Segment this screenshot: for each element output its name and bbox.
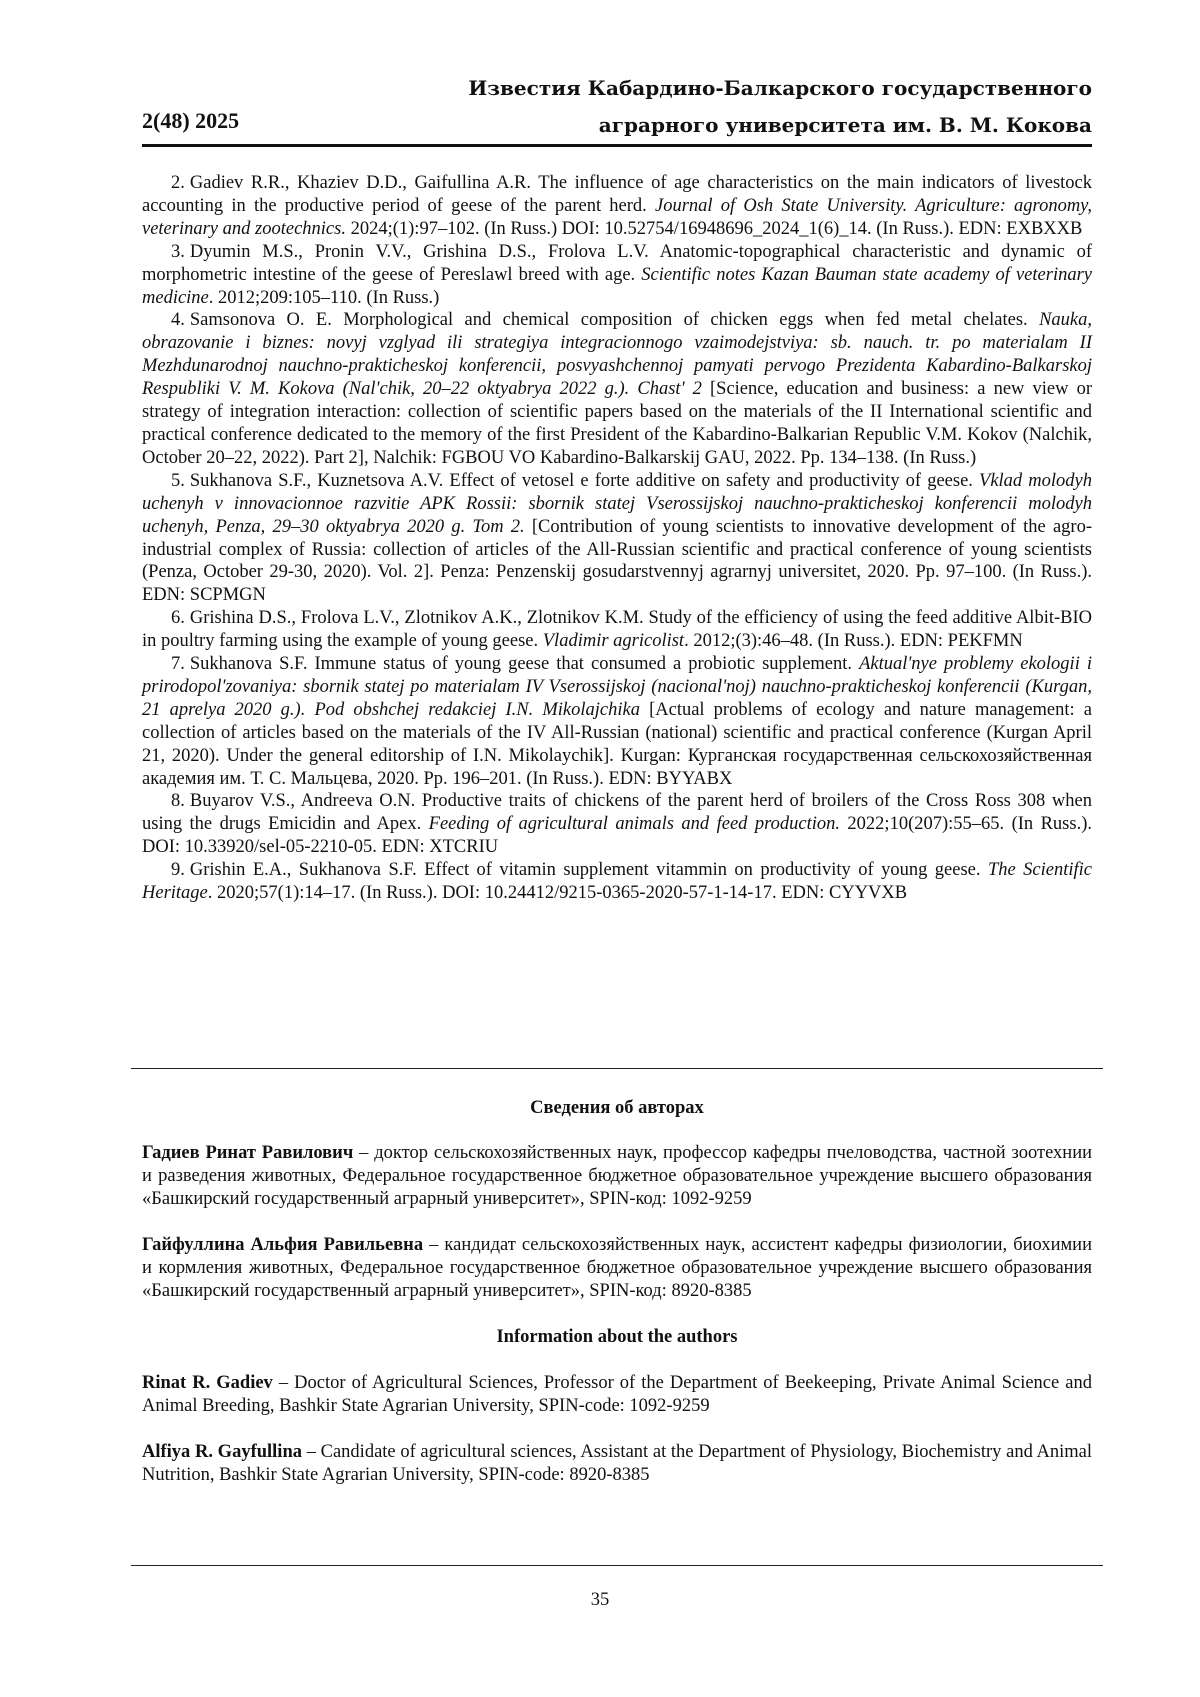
reference-source: Scientific notes Kazan Bauman state academy of veterinary medicine — [142, 265, 1092, 308]
reference-text: Grishin E.A., Sukhanova S.F. Effect of vitamin supplement vitammin on productivity of young geese. — [190, 860, 988, 880]
author-affiliation: – Candidate of agricultural sciences, Assistant at the Department of Physiology, Biochemistry and Animal Nutrition, Bashkir State Agrarian University, SPIN-code: 8920-8385 — [142, 1442, 1092, 1485]
author-en-1 — [142, 1372, 1092, 1418]
reference-item — [142, 607, 1092, 653]
reference-text: Grishina D.S., Frolova L.V., Zlotnikov A.K., Zlotnikov K.M. Study of the efficiency of using the feed additive Albit-BIO in poultry farming using the example of young geese. — [142, 608, 1092, 651]
reference-item — [142, 241, 1092, 310]
reference-text: Buyarov V.S., Andreeva O.N. Productive traits of chickens of the parent herd of broilers of the Cross Ross 308 when using the drugs Emicidin and Apex. — [142, 791, 1092, 834]
reference-text: Dyumin M.S., Pronin V.V., Grishina D.S., Frolova L.V. Anatomic-topographical characteristic and dynamic of morphometric intestine of the geese of Pereslawl breed with age. — [142, 242, 1092, 285]
reference-details: 2022;10(207):55–65. (In Russ.). DOI: 10.33920/sel-05-2210-05. EDN: XTCRIU — [142, 814, 1092, 857]
reference-number: 4. — [171, 310, 185, 330]
reference-number: 9. — [171, 860, 185, 880]
reference-source: Vladimir agricolist — [543, 631, 684, 651]
reference-source: Journal of Osh State University. Agriculture: agronomy, veterinary and zootechnics. — [142, 196, 1092, 239]
reference-number: 3. — [171, 242, 185, 262]
authors-en-title: Information about the authors — [142, 1326, 1092, 1349]
reference-details: 2024;(1):97–102. (In Russ.) DOI: 10.52754/16948696_2024_1(6)_14. (In Russ.). EDN: EXBXXB — [346, 219, 1082, 239]
reference-item — [142, 859, 1092, 905]
reference-details: [Contribution of young scientists to innovative development of the agro-industrial complex of Russia: collection of articles of the All-Russian scientific and practical conference of young scientists (Penza, October 29-30, 2020). Vol. 2]. Penza: Penzenskij gosudarstvennyj agrarnyj universitet, 2020. Pp. 97–100. (In Russ.). EDN: SCPMGN — [142, 517, 1092, 606]
reference-details: [Actual problems of ecology and nature management: a collection of articles based on the materials of the IV All-Russian (national) scientific and practical conference (Kurgan April 21, 2020). Under the general editorship of I.N. Mikolaychik]. Kurgan: Курганская государственная сельскохозяйственная академия им. Т. С. Мальцева, 2020. Pp. 196–201. (In Russ.). EDN: BYYABX — [142, 700, 1092, 789]
author-ru-1 — [142, 1142, 1092, 1211]
reference-number: 6. — [171, 608, 185, 628]
author-name: Alfiya R. Gayfullina — [142, 1442, 302, 1462]
author-ru-2 — [142, 1234, 1092, 1303]
reference-item — [142, 470, 1092, 607]
author-name: Гайфуллина Альфия Равильевна — [142, 1235, 423, 1255]
issue-number: 2(48) 2025 — [142, 108, 239, 134]
journal-title-line-2: аграрного университета им. В. М. Кокова — [468, 107, 1092, 144]
author-name: Rinat R. Gadiev — [142, 1373, 273, 1393]
journal-title — [468, 70, 1092, 144]
author-en-2 — [142, 1441, 1092, 1487]
section-divider-top — [131, 1068, 1103, 1069]
reference-number: 7. — [171, 654, 185, 674]
reference-number: 8. — [171, 791, 185, 811]
authors-info-ru — [142, 1097, 1092, 1487]
reference-details: . 2012;(3):46–48. (In Russ.). EDN: PEKFMN — [684, 631, 1023, 651]
reference-item — [142, 790, 1092, 859]
reference-source: Nauka, obrazovanie i biznes: novyj vzglyad ili strategiya integracionnogo vzaimodejstviya: sb. nauch. tr. po materialam II Mezhdunarodnoj nauchno-prakticheskoj konferencii, posvyashchennoj pamyati pervogo Prezidenta Kabardino-Balkarskoj Respubliki V. M. Kokova (Nal'chik, 20–22 oktyabrya 2022 g.). Chast' 2 — [142, 310, 1092, 399]
section-divider-bottom — [131, 1565, 1103, 1566]
reference-source: The Scientific Heritage — [142, 860, 1092, 903]
reference-text: Sukhanova S.F. Immune status of young geese that consumed a probiotic supplement. — [190, 654, 859, 674]
header-rule — [142, 144, 1092, 147]
reference-details: . 2020;57(1):14–17. (In Russ.). DOI: 10.24412/9215-0365-2020-57-1-14-17. EDN: CYYVXB — [208, 883, 907, 903]
reference-number: 2. — [171, 173, 185, 193]
author-affiliation: – кандидат сельскохозяйственных наук, ассистент кафедры физиологии, биохимии и кормления животных, Федеральное государственное бюджетное образовательное учреждение высшего образования «Башкирский государственный аграрный университет», SPIN-код: 8920-8385 — [142, 1235, 1092, 1301]
page-number: 35 — [0, 1590, 1200, 1611]
authors-ru-title: Сведения об авторах — [142, 1097, 1092, 1120]
reference-text: Sukhanova S.F., Kuznetsova A.V. Effect of vetosel e forte additive on safety and productivity of geese. — [190, 471, 979, 491]
reference-source: Aktual'nye problemy ekologii i prirodopol'zovaniya: sbornik statej po materialam IV Vserossijskoj (nacional'noj) nauchno-prakticheskoj konferencii (Kurgan, 21 aprelya 2020 g.). Pod obshchej redakciej I.N. Mikolajchika — [142, 654, 1092, 720]
reference-item — [142, 309, 1092, 469]
reference-item — [142, 172, 1092, 241]
running-header — [142, 70, 1092, 144]
reference-text: Samsonova O. E. Morphological and chemical composition of chicken eggs when fed metal chelates. — [190, 310, 1039, 330]
reference-text: Gadiev R.R., Khaziev D.D., Gaifullina A.R. The influence of age characteristics on the main indicators of livestock accounting in the productive period of geese of the parent herd. — [142, 173, 1092, 216]
author-affiliation: – доктор сельскохозяйственных наук, профессор кафедры пчеловодства, частной зоотехнии и разведения животных, Федеральное государственное бюджетное образовательное учреждение высшего образования «Башкирский государственный аграрный университет», SPIN-код: 1092-9259 — [142, 1143, 1092, 1209]
reference-item — [142, 653, 1092, 790]
reference-source: Feeding of agricultural animals and feed production. — [429, 814, 840, 834]
reference-number: 5. — [171, 471, 185, 491]
reference-list — [142, 172, 1092, 905]
reference-source: Vklad molodyh uchenyh v innovacionnoe razvitie APK Rossii: sbornik statej Vserossijskoj nauchno-prakticheskoj konferencii molodyh uchenyh, Penza, 29–30 oktyabrya 2020 g. Tom 2. — [142, 471, 1092, 537]
journal-page — [0, 0, 1200, 1697]
journal-title-line-1: Известия Кабардино-Балкарского государственного — [468, 70, 1092, 107]
reference-details: [Science, education and business: a new view or strategy of integration interaction: collection of scientific papers based on the materials of the II International scientific and practical conference dedicated to the memory of the first President of the Kabardino-Balkarian Republic V.M. Kokov (Nalchik, October 20–22, 2022). Part 2], Nalchik: FGBOU VO Kabardino-Balkarskij GAU, 2022. Pp. 134–138. (In Russ.) — [142, 379, 1092, 468]
reference-details: . 2012;209:105–110. (In Russ.) — [209, 288, 440, 308]
author-affiliation: – Doctor of Agricultural Sciences, Professor of the Department of Beekeeping, Private Animal Science and Animal Breeding, Bashkir State Agrarian University, SPIN-code: 1092-9259 — [142, 1373, 1092, 1416]
author-name: Гадиев Ринат Равилович — [142, 1143, 353, 1163]
